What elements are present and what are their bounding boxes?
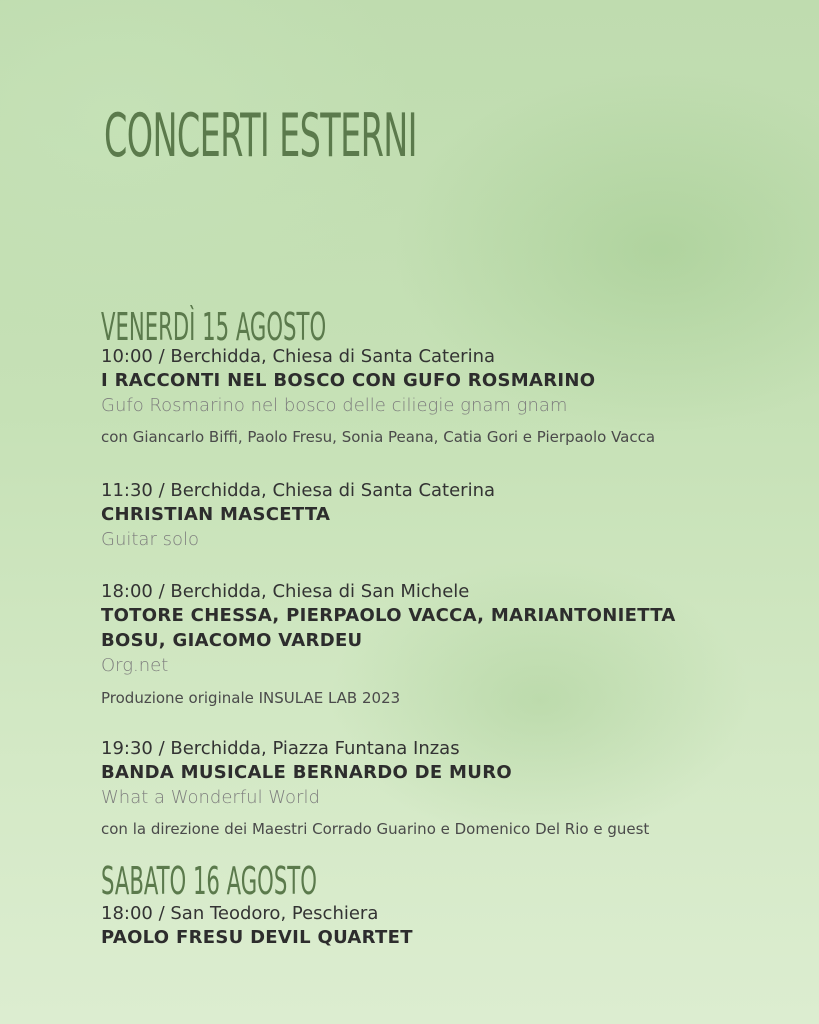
event-note: con Giancarlo Biffi, Paolo Fresu, Sonia Peana, Catia Gori e Pierpaolo Vacca (101, 428, 656, 446)
day-heading-saturday: SABATO 16 AGOSTO (101, 859, 317, 903)
event-item (101, 479, 741, 553)
event-time-place: 18:00 / San Teodoro, Peschiera (101, 903, 379, 924)
event-item (101, 345, 741, 447)
day-heading-friday: VENERDÌ 15 AGOSTO (101, 305, 327, 349)
event-item (101, 737, 741, 839)
event-note: Produzione originale INSULAE LAB 2023 (101, 689, 401, 707)
event-item (101, 902, 741, 950)
event-subtitle: Org.net (101, 655, 169, 676)
event-subtitle: What a Wonderful World (101, 787, 320, 808)
event-name: I RACCONTI NEL BOSCO CON GUFO ROSMARINO (101, 370, 596, 391)
event-subtitle: Guitar solo (101, 529, 199, 550)
event-time-place: 10:00 / Berchidda, Chiesa di Santa Caterina (101, 346, 496, 367)
event-note: con la direzione dei Maestri Corrado Guarino e Domenico Del Rio e guest (101, 820, 650, 838)
event-subtitle: Gufo Rosmarino nel bosco delle ciliegie gnam gnam (101, 395, 568, 416)
event-name: CHRISTIAN MASCETTA (101, 504, 331, 525)
event-time-place: 19:30 / Berchidda, Piazza Funtana Inzas (101, 738, 460, 759)
event-time-place: 11:30 / Berchidda, Chiesa di Santa Caterina (101, 480, 496, 501)
event-time-place: 18:00 / Berchidda, Chiesa di San Michele (101, 581, 470, 602)
event-name: TOTORE CHESSA, PIERPAOLO VACCA, MARIANTONIETTA BOSU, GIACOMO VARDEU (101, 605, 676, 651)
event-item (101, 580, 741, 708)
event-name: PAOLO FRESU DEVIL QUARTET (101, 927, 413, 948)
page-title: CONCERTI ESTERNI (104, 101, 417, 172)
event-name: BANDA MUSICALE BERNARDO DE MURO (101, 762, 512, 783)
